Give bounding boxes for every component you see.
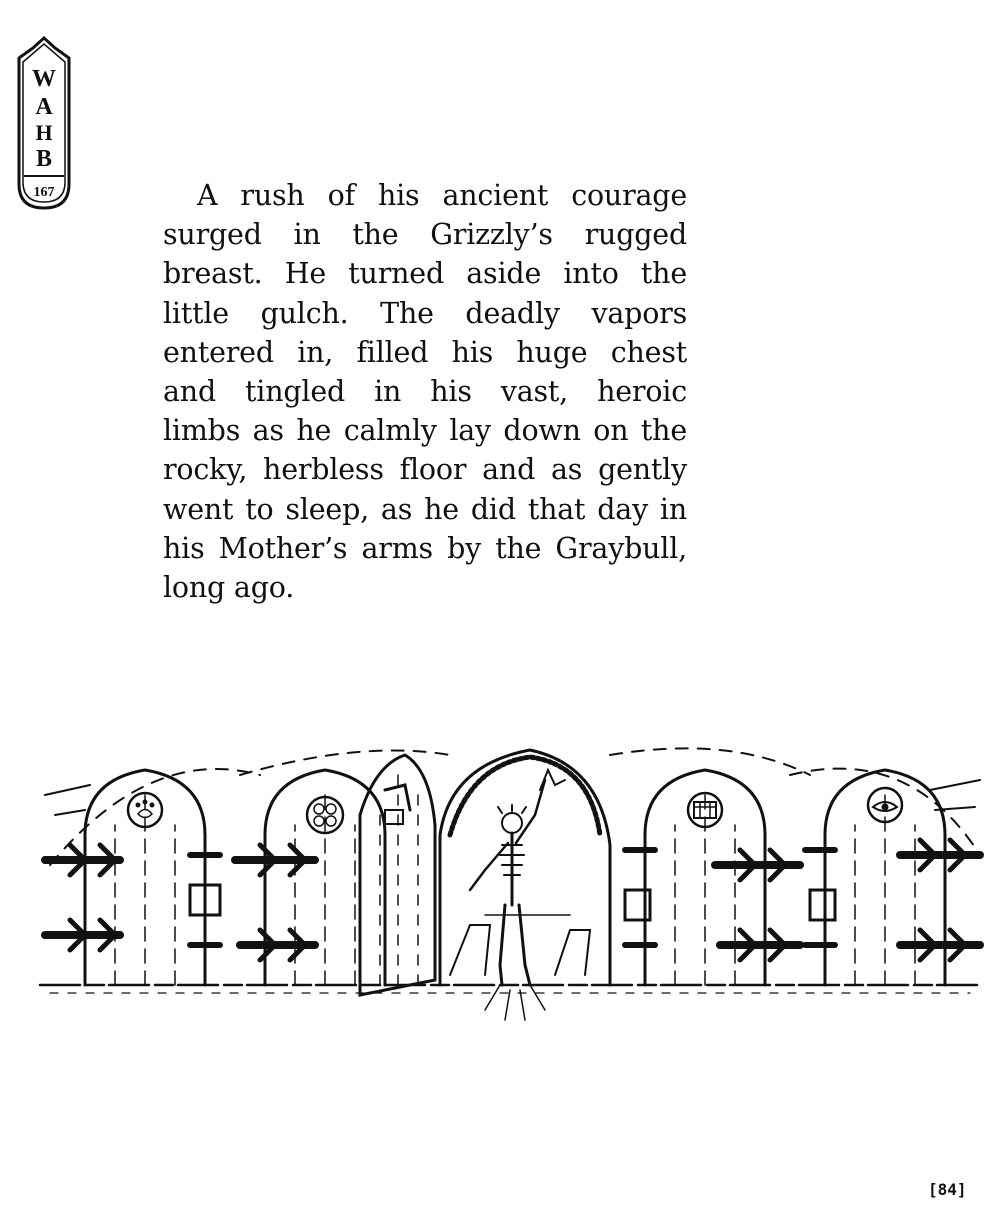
badge-letter: A xyxy=(35,94,53,120)
badge-number: 167 xyxy=(33,185,55,200)
door-rose xyxy=(190,770,385,985)
door-eye xyxy=(805,770,980,985)
passage-line: his Mother’s arms by the Graybull, xyxy=(163,531,687,565)
passage-line: breast. He turned aside into the xyxy=(163,257,687,291)
badge-letter: B xyxy=(35,146,53,172)
badge-letter: H xyxy=(35,120,53,145)
badge-letter: W xyxy=(32,66,56,92)
door-paw xyxy=(45,770,205,985)
wahb-seal-badge xyxy=(16,36,72,216)
passage-line: and tingled in his vast, heroic xyxy=(163,375,687,409)
passage-line: long ago. xyxy=(163,571,295,605)
open-doorway xyxy=(440,750,610,1020)
doors-illustration xyxy=(30,735,990,1025)
page-number: [84] xyxy=(928,1180,967,1199)
passage-line: surged in the Grizzly’s rugged xyxy=(163,218,687,252)
passage-line: A rush of his ancient courage xyxy=(197,179,687,212)
door-drum xyxy=(625,770,800,985)
passage-line: rocky, herbless floor and as gently xyxy=(163,453,687,487)
story-passage xyxy=(163,176,687,607)
passage-line: limbs as he calmly lay down on the xyxy=(163,414,687,448)
passage-line: went to sleep, as he did that day in xyxy=(163,492,687,526)
passage-line: entered in, filled his huge chest xyxy=(163,335,687,369)
passage-line: little gulch. The deadly vapors xyxy=(163,296,687,330)
